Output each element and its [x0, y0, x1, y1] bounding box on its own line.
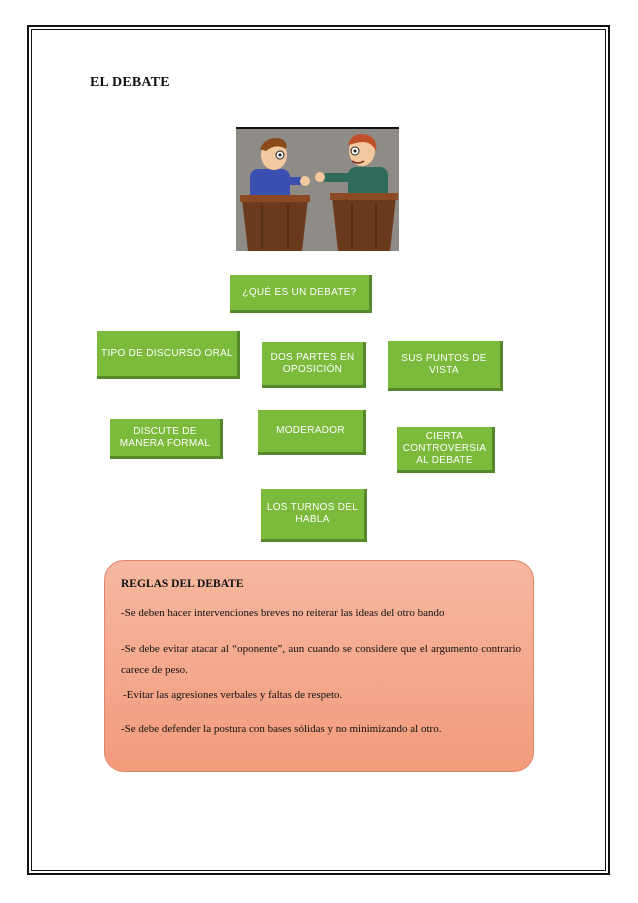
debate-illustration: [236, 127, 399, 251]
concept-node-discurso-oral: TIPO DE DISCURSO ORAL: [97, 331, 240, 379]
concept-node-puntos-vista: SUS PUNTOS DE VISTA: [388, 341, 503, 391]
page-title: EL DEBATE: [90, 75, 170, 90]
concept-node-turnos-habla: LOS TURNOS DEL HABLA: [261, 489, 367, 542]
rule-item: -Evitar las agresiones verbales y faltas de respeto.: [123, 689, 343, 701]
rule-item: -Se deben hacer intervenciones breves no reiterar las ideas del otro bando: [121, 607, 445, 619]
concept-node-dos-partes: DOS PARTES EN OPOSICIÓN: [262, 342, 366, 388]
rule-item: -Se debe defender la postura con bases sólidas y no minimizando al otro.: [121, 723, 442, 735]
debate-illustration-icon: [236, 127, 399, 251]
rules-panel: [104, 560, 534, 772]
concept-node-discute-formal: DISCUTE DE MANERA FORMAL: [110, 419, 223, 459]
concept-center-box: ¿QUÉ ES UN DEBATE?: [230, 275, 372, 313]
concept-node-moderador: MODERADOR: [258, 410, 366, 455]
rule-item: -Se debe evitar atacar al “oponente”, aun cuando se considere que el argumento contrario carece de peso.: [121, 643, 521, 676]
rules-title: REGLAS DEL DEBATE: [121, 578, 244, 590]
concept-node-controversia: CIERTA CONTROVERSIA AL DEBATE: [397, 427, 495, 473]
